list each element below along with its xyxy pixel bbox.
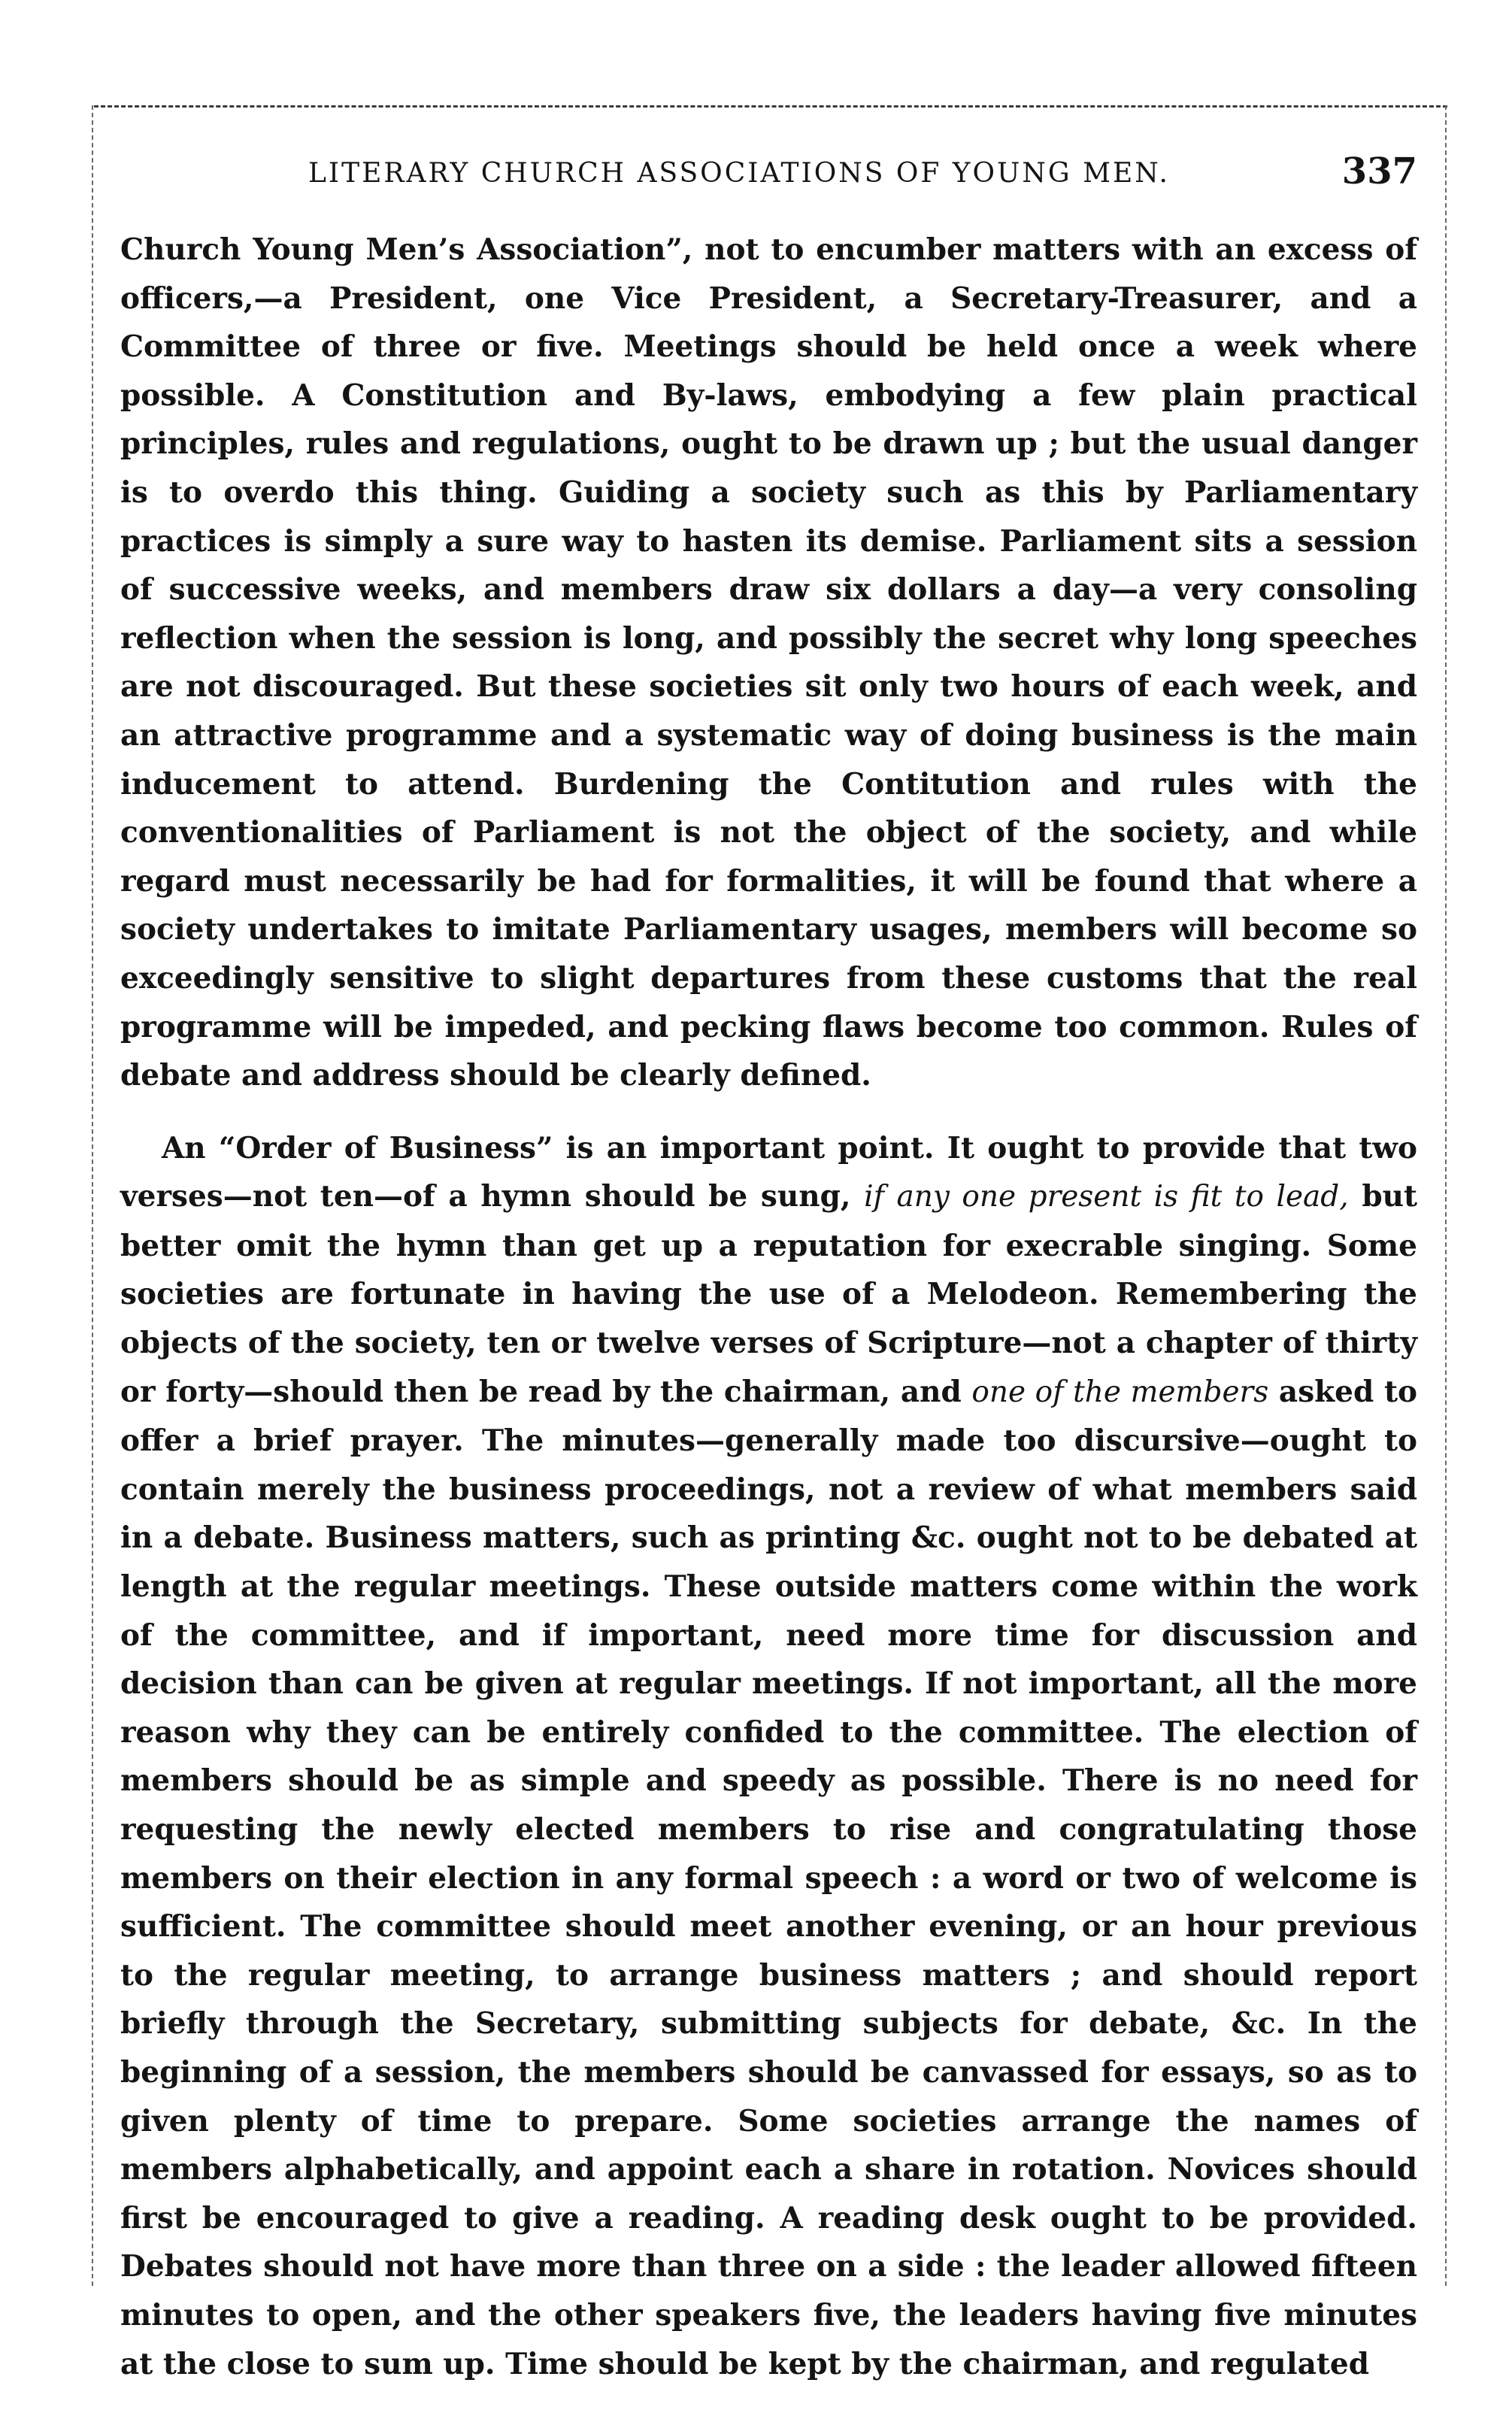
right-border-rule [1445, 105, 1447, 2286]
paragraph-2-part-1: An “Order of Business” is an important point. It ought to provide that two verses—not ten—of a hymn should be sung, [120, 1130, 1417, 1214]
paragraph-1: Church Young Men’s Association”, not to encumber matters with an excess of officers,—a President, one Vice President, a Secretary-Treasurer, and a Committee of three or five. Meetings should be held once a week where possible. A Constitution and By-laws, embodying a few plain practical principles, rules and regulations, ought to be drawn up ; but the usual danger is to overdo this thing. Guiding a society such as this by Parliamentary practices is simply a sure way to hasten its demise. Parliament sits a session of successive weeks, and members draw six dollars a day—a very consoling reflection when the session is long, and possibly the secret why long speeches are not discouraged. But these societies sit only two hours of each week, and an attractive programme and a systematic way of doing business is the main inducement to attend. Burdening the Contitution and rules with the conventionalities of Parliament is not the object of the society, and while regard must necessarily be had for formalities, it will be found that where a society undertakes to imitate Parliamentary usages, members will become so exceedingly sensitive to slight departures from these customs that the real programme will be impeded, and pecking flaws become too common. Rules of debate and address should be clearly defined. [120, 232, 1417, 1093]
left-border-rule [92, 105, 93, 2286]
paragraph-2 [120, 1124, 1417, 2388]
paragraph-2-italic-1: if any one present is fit to lead, [864, 1180, 1349, 1214]
page-number: 337 [1341, 150, 1417, 192]
running-head: LITERARY CHURCH ASSOCIATIONS OF YOUNG MEN. [308, 158, 1170, 189]
body-text [120, 226, 1417, 2388]
paragraph-2-italic-2: one of the members [971, 1375, 1269, 1409]
top-border-rule [94, 105, 1447, 108]
paragraph-2-part-2: but better omit the hymn than get up a reputation for execrable singing. Some societies are fortunate in having the use of a Melodeon. Remembering the objects of the society, ten or twelve verses of Scripture—not a chapter of thirty or forty—should then be read by the chairman, and [120, 1179, 1417, 1409]
paragraph-2-part-3: asked to offer a brief prayer. The minutes—generally made too discursive—ought to contain merely the business proceedings, not a review of what members said in a debate. Business matters, such as printing &c. ought not to be debated at length at the regular meetings. These outside matters come within the work of the committee, and if important, need more time for discussion and decision than can be given at regular meetings. If not important, all the more reason why they can be entirely confided to the committee. The election of members should be as simple and speedy as possible. There is no need for requesting the newly elected members to rise and congratulating those members on their election in any formal speech : a word or two of welcome is sufficient. The committee should meet another evening, or an hour previous to the regular meeting, to arrange business matters ; and should report briefly through the Secretary, submitting subjects for debate, &c. In the beginning of a session, the members should be canvassed for essays, so as to given plenty of time to prepare. Some societies arrange the names of members alphabetically, and appoint each a share in rotation. Novices should first be encouraged to give a reading. A reading desk ought to be provided. Debates should not have more than three on a side : the leader allowed fifteen minutes to open, and the other speakers five, the leaders having five minutes at the close to sum up. Time should be kept by the chairman, and regulated [120, 1374, 1417, 2381]
page-header [120, 150, 1417, 196]
